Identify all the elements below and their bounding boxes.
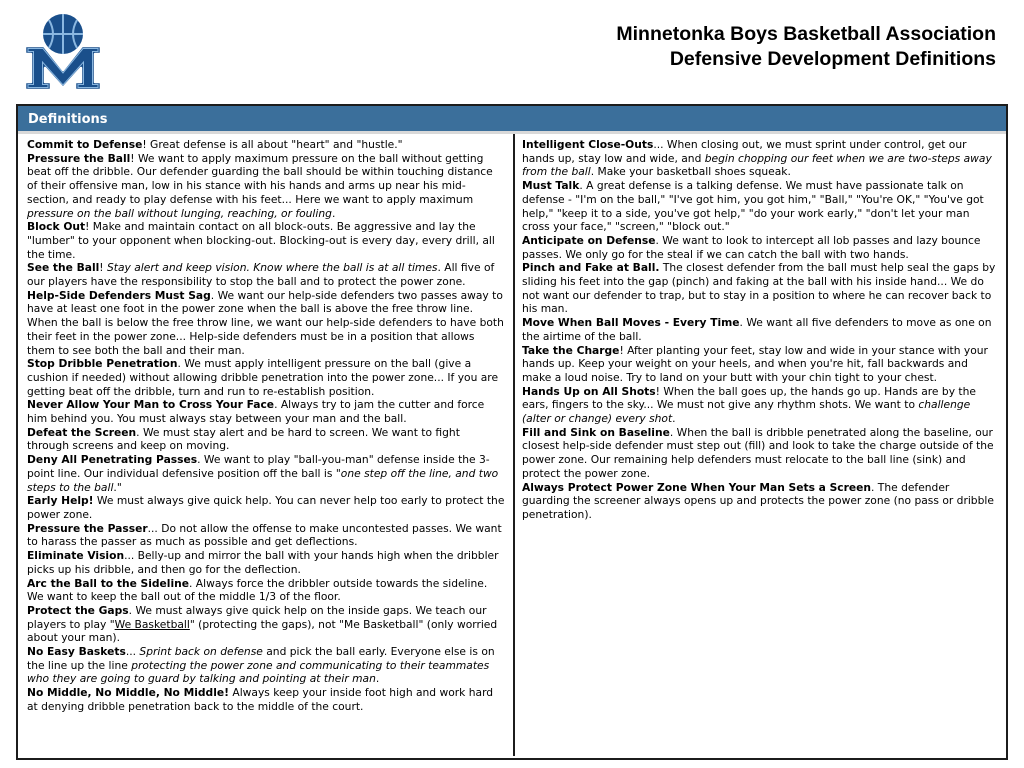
definition-text: ! [99,261,107,275]
emphasis-text: Stay alert and keep vision. Know where the ball is at all times [106,261,438,275]
definition-term: Pinch and Fake at Ball. [522,261,660,275]
definition-term: Arc the Ball to the Sideline [27,576,189,590]
definition-text: ! After planting your feet, stay low and wide in your stance with your hands up. Keep your weight on your heels, and when you're hit, fall backwards and make a loud noise. Try to land on your butt with your chin tight to your chest. [522,343,988,384]
definition-term: Stop Dribble Penetration [27,357,178,371]
definition-text: . We want to look to intercept all lob passes and lazy bounce passes. We only go for the steal if we can catch the ball with two hands. [522,233,981,261]
definition-term: Defeat the Screen [27,425,137,439]
definition-term: See the Ball [27,261,100,275]
definition-entry [522,316,1000,343]
definition-text: . [672,412,676,426]
definition-text: . [331,206,336,220]
definition-text: ! Make and maintain contact on all block-outs. Be aggressive and lay the "lumber" to your opponent when blocking-out. Blocking-out is every day, every drill, all the time. [27,220,495,261]
definitions-columns [18,134,1006,756]
definition-text: ... Belly-up and mirror the ball with your hands high when the dribbler picks up his dribble, and then go for the deflection. [27,549,499,576]
title-line-1: Minnetonka Boys Basketball Association [616,23,996,45]
emphasis-text: Sprint back on defense [139,645,263,659]
definition-text: We must always give quick help. You can never help too early to protect the power zone. [27,494,505,521]
definition-text: . A great defense is a talking defense. We must have passionate talk on defense - "I'm on the ball," "I've got him, you got him," "Ball," "You're OK," "You've got help," "keep it to a side, you've got help," "do your work early," "don't let your man cross your face," "screen," "block out." [522,179,984,234]
definition-term: Help-Side Defenders Must Sag [27,288,211,302]
definition-term: Anticipate on Defense [522,233,656,247]
definition-term: No Middle, No Middle, No Middle! [27,686,229,700]
title-line-2: Defensive Development Definitions [669,48,996,70]
definition-entry [27,645,505,686]
definition-text: Always keep your inside foot high and work hard at denying dribble penetration back to the middle of the court. [27,686,494,713]
definition-entry [27,220,505,261]
definition-entry [522,481,1000,522]
definition-term: Eliminate Vision [27,549,125,563]
definition-entry [27,453,505,494]
definition-entry [27,138,505,152]
definition-entry [27,549,505,576]
definition-text: . Always try to jam the cutter and force him behind you. You must always stay between your man and the ball. [27,398,485,426]
definition-term: Move When Ball Moves - Every Time [522,316,740,330]
definition-text: ... [125,645,140,659]
definition-term: Fill and Sink on Baseline [522,425,670,439]
column-divider [513,134,515,756]
left-column [27,138,505,714]
definition-entry [522,426,1000,481]
definition-text: ! We want to apply maximum pressure on the ball without getting beat off the dribble. Our defender guarding the ball should be within touching distance of their offensive man, low in his stance with his hands and arms up near his mid-section, and ready to play defense with his feet... Here we want to apply maximum [27,151,493,206]
definition-text: . We want our help-side defenders two passes away to have at least one foot in the power zone when the ball is above the free throw line. When the ball is below the free throw line, we want our help-side defenders to have both their feet in the power zone... Help-side defenders must be in a position that allows them to see both the ball and their man. [27,288,504,357]
definition-term: Commit to Defense [27,138,143,151]
section-header: Definitions [18,106,1006,134]
definition-text: ! When the ball goes up, the hands go up. Hands are by the ears, fingers to the sky... We must not give any rhythm shots. We want to [522,384,976,412]
right-column [522,138,1000,522]
definition-entry [27,604,505,645]
definition-term: Never Allow Your Man to Cross Your Face [27,398,275,412]
definition-entry [522,234,1000,261]
definition-entry [27,261,505,288]
definition-entry [522,344,1000,385]
definition-text: . We must always give quick help on the inside gaps. We teach our players to play " [27,603,487,631]
definition-entry [27,289,505,358]
definition-text: ." [113,480,122,494]
definition-text: ... When closing out, we must sprint under control, get our hands up, stay low and wide, and [522,138,967,165]
page-title [616,22,996,72]
definitions-panel [16,104,1008,760]
definition-term: Pressure the Ball [27,151,131,165]
emphasis-text: protecting the power zone and communicating to their teammates who they are going to guard by talking and pointing at their man [27,658,490,686]
definition-entry [27,494,505,521]
definition-term: No Easy Baskets [27,645,126,659]
emphasis-text: challenge (alter or change) every shot [522,398,971,426]
definition-term: Always Protect Power Zone When Your Man Sets a Screen [522,480,871,494]
definition-term: Pressure the Passer [27,521,148,535]
definition-text: . Always force the dribbler outside towards the sideline. We want to keep the ball out of the middle 1/3 of the floor. [27,576,488,604]
definition-term: Hands Up on All Shots [522,384,656,398]
definition-entry [522,179,1000,234]
definition-text: . We want to play "ball-you-man" defense inside the 3-point line. Our individual defensive position off the ball is " [27,453,490,480]
definition-term: Early Help! [27,494,94,508]
definition-term: Take the Charge [522,343,620,357]
definition-entry [522,385,1000,426]
definition-entry [27,398,505,425]
definition-term: Block Out [27,220,86,234]
definition-text: . [375,672,380,686]
definition-text: ... Do not allow the offense to make uncontested passes. We want to harass the passer as much as possible and get deflections. [27,521,502,549]
definition-text: and pick the ball early. Everyone else is on the line up the line [27,645,495,672]
definition-text: ! Great defense is all about "heart" and "hustle." [142,138,403,151]
underlined-phrase: We Basketball [114,617,190,631]
emphasis-text: one step off the line, and two steps to the ball [27,466,499,494]
definition-text: The closest defender from the ball must help seal the gaps by sliding his feet into the gap (pinch) and faking at the ball with his inside hand... We do not want our defender to trap, but to stay in a position to where he can recover back to his man. [522,261,996,316]
definition-entry [27,577,505,604]
basketball-m-logo [22,12,104,92]
definition-text: . We want all five defenders to move as one on the airtime of the ball. [522,316,992,343]
emphasis-text: pressure on the ball without lunging, reaching, or fouling [27,206,332,220]
definition-entry [27,152,505,221]
definition-term: Protect the Gaps [27,603,129,617]
definition-text: . We must stay alert and be hard to screen. We want to fight through screens and keep on moving. [27,425,460,453]
definition-text: . When the ball is dribble penetrated along the baseline, our closest help-side defender must step out (fill) and look to take the charge outside of the power zone. Our remaining help defenders must relocate to the ball line (sink) and protect the power zone. [522,425,994,480]
definition-term: Intelligent Close-Outs [522,138,654,151]
definition-term: Deny All Penetrating Passes [27,453,198,467]
definition-term: Must Talk [522,179,580,193]
definition-entry [27,357,505,398]
definition-entry [27,522,505,549]
definition-entry [522,138,1000,179]
definition-entry [27,686,505,713]
definition-text: . All five of our players have the responsibility to stop the ball and to protect the power zone. [27,261,495,289]
definition-entry [522,261,1000,316]
definition-text: . Make your basketball shoes squeak. [590,165,791,179]
definition-text: . We must apply intelligent pressure on the ball (give a cushion if needed) without allowing dribble penetration into the power zone... If you are getting beat off the dribble, turn and run to re-establish position. [27,357,499,398]
emphasis-text: begin chopping our feet when we are two-steps away from the ball [522,151,992,179]
definition-text: " (protecting the gaps), not "Me Basketball" (only worried about your man). [27,617,498,645]
definition-text: . The defender guarding the screener always opens up and protects the power zone (no pass or dribble penetration). [522,480,994,521]
definition-entry [27,426,505,453]
